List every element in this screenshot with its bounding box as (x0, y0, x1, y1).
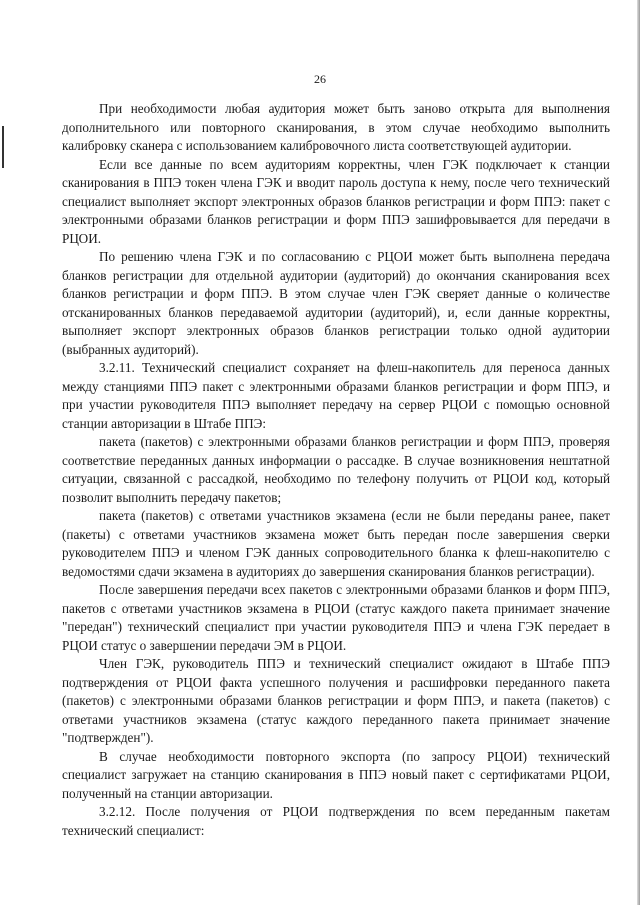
paragraph-section-3-2-12: 3.2.12. После получения от РЦОИ подтверждения по всем переданным пакетам технический специалист: (62, 804, 610, 838)
paragraph-rescan-audience: При необходимости любая аудитория может быть заново открыта для выполнения дополнительного или повторного сканирования, в этом случае необходимо выполнить калибровку сканера с использованием калибровочного листа соответствующей аудитории. (62, 101, 610, 153)
paragraph-await-confirmation: Член ГЭК, руководитель ППЭ и технический специалист ожидают в Штабе ППЭ подтверждения от РЦОИ факта успешного получения и расшифровки переданного пакета (пакетов) с электронными образами бланков регистрации и форм ППЭ, и пакета (пакетов) с ответами участников экзамена (статус каждого переданного пакета принимает значение "подтвержден"). (62, 656, 610, 745)
paragraph-transfer-answers-packages: пакета (пакетов) с ответами участников экзамена (если не были переданы ранее, пакет (пакеты) с ответами участников экзамена может быть передан после завершения сверки руководителем ППЭ и членом ГЭК данных сопроводительного бланка к флеш-накопителю с ведомостями сдачи экзамена в аудиториях до завершения сканирования бланков регистрации). (62, 508, 610, 579)
document-body (62, 100, 610, 840)
page-number: 26 (314, 72, 326, 86)
paragraph-transfer-complete-status: После завершения передачи всех пакетов с электронными образами бланков и форм ППЭ, пакетов с ответами участников экзамена в РЦОИ (статус каждого пакета принимает значение "передан") технический специалист при участии руководителя ППЭ и члена ГЭК передает в РЦОИ статус о завершении передачи ЭМ в РЦОИ. (62, 582, 610, 653)
paragraph-repeat-export: В случае необходимости повторного экспорта (по запросу РЦОИ) технический специалист загружает на станцию сканирования в ППЭ новый пакет с сертификатами РЦОИ, полученный на станции авторизации. (62, 748, 610, 801)
paragraph-section-3-2-11: 3.2.11. Технический специалист сохраняет на флеш-накопитель для переноса данных между станциями ППЭ пакет с электронными образами бланков регистрации и форм ППЭ, и при участии руководителя ППЭ выполняет передачу на сервер РЦОИ с помощью основной станции авторизации в Штабе ППЭ: (62, 360, 610, 431)
margin-mark (2, 126, 4, 168)
paragraph-export-images: Если все данные по всем аудиториям корректны, член ГЭК подключает к станции сканирования в ППЭ токен члена ГЭК и вводит пароль доступа к нему, после чего технический специалист выполняет экспорт электронных образов бланков регистрации и форм ППЭ: пакет с электронными образами бланков регистрации и форм ППЭ зашифровывается для передачи в РЦОИ. (62, 156, 610, 246)
paragraph-partial-transfer: По решению члена ГЭК и по согласованию с РЦОИ может быть выполнена передача бланков регистрации для отдельной аудитории (аудиторий) до окончания сканирования всех бланков регистрации и форм ППЭ. В этом случае член ГЭК сверяет данные о количестве отсканированных бланков передаваемой аудитории (аудиторий), и, если данные корректны, выполняет экспорт электронных образов бланков регистрации только одной аудитории (выбранных аудиторий). (62, 249, 610, 357)
paragraph-transfer-images-packages: пакета (пакетов) с электронными образами бланков регистрации и форм ППЭ, проверяя соответствие переданных данных информации о рассадке. В случае возникновения нештатной ситуации, связанной с рассадкой, необходимо по телефону получить от РЦОИ код, который позволит выполнить передачу пакетов; (62, 434, 610, 505)
